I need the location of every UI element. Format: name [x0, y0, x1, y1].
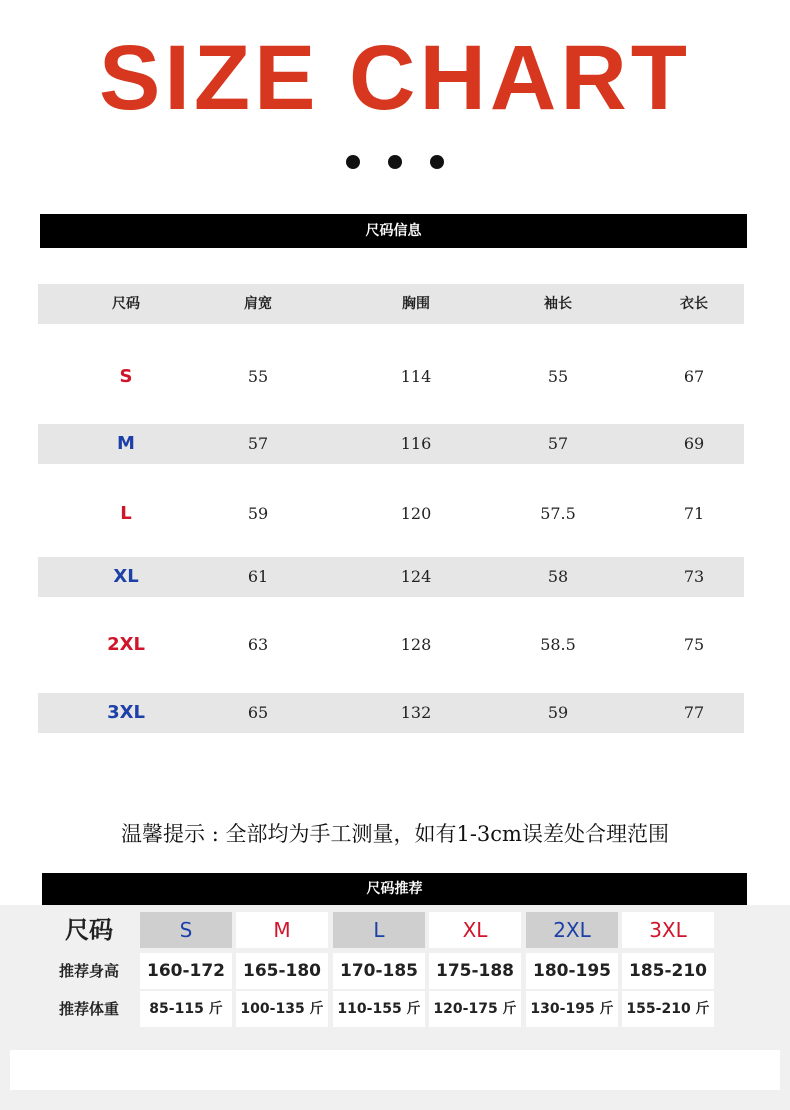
table-cell: 114	[400, 367, 432, 386]
page-title: SIZE CHART	[99, 27, 691, 129]
table-cell: 71	[683, 504, 705, 523]
size-label: M	[117, 433, 135, 454]
recommend-weight: 85-115 斤	[140, 991, 232, 1027]
height-row-label: 推荐身高	[58, 962, 119, 980]
table-cell: 75	[683, 635, 705, 654]
size-label: L	[120, 503, 132, 524]
table-row	[38, 424, 744, 464]
recommend-height: 160-172	[140, 953, 232, 989]
table-cell: 132	[400, 703, 432, 722]
table-cell: 73	[683, 567, 705, 586]
recommend-weight: 120-175 斤	[429, 991, 521, 1027]
table-row	[38, 494, 744, 534]
recommend-size: 2XL	[526, 912, 618, 948]
table-row	[38, 557, 744, 597]
table-cell: 58.5	[540, 635, 576, 654]
size-info-bar: 尺码信息	[40, 214, 747, 248]
size-label: XL	[113, 566, 139, 587]
recommend-weight: 110-155 斤	[333, 991, 425, 1027]
decorative-dots	[0, 154, 790, 173]
table-cell: 120	[400, 504, 432, 523]
dot-icon	[430, 155, 444, 169]
recommend-weight: 130-195 斤	[526, 991, 618, 1027]
table-cell: 67	[683, 367, 705, 386]
table-cell: 58	[547, 567, 569, 586]
table-row	[38, 625, 744, 665]
table-header-row	[38, 284, 744, 324]
recommend-size: L	[333, 912, 425, 948]
table-cell: 69	[683, 434, 705, 453]
table-header-cell: 尺码	[112, 296, 140, 312]
table-cell: 128	[400, 635, 432, 654]
size-recommend-bar: 尺码推荐	[42, 873, 747, 905]
recommend-size: S	[140, 912, 232, 948]
table-cell: 116	[400, 434, 432, 453]
table-cell: 124	[400, 567, 432, 586]
recommend-size: M	[236, 912, 328, 948]
size-label: S	[119, 366, 133, 387]
measurement-note: 温馨提示 : 全部均为手工测量，如有1-3cm误差处合理范围	[121, 822, 669, 846]
recommend-weight: 155-210 斤	[622, 991, 714, 1027]
recommend-size: XL	[429, 912, 521, 948]
size-row-label: 尺码	[65, 916, 113, 944]
size-label: 2XL	[107, 634, 145, 655]
table-cell: 57	[247, 434, 269, 453]
table-cell: 59	[247, 504, 269, 523]
table-header-cell: 胸围	[402, 296, 430, 312]
table-cell: 55	[547, 367, 569, 386]
dot-icon	[346, 155, 360, 169]
table-cell: 55	[247, 367, 269, 386]
table-cell: 77	[683, 703, 705, 722]
table-cell: 61	[247, 567, 269, 586]
table-cell: 57	[547, 434, 569, 453]
table-header-cell: 衣长	[680, 296, 708, 312]
recommend-height: 180-195	[526, 953, 618, 989]
table-cell: 65	[247, 703, 269, 722]
table-row	[38, 693, 744, 733]
table-header-cell: 肩宽	[244, 296, 272, 312]
dot-icon	[388, 155, 402, 169]
table-cell: 59	[547, 703, 569, 722]
table-cell: 63	[247, 635, 269, 654]
table-header-cell: 袖长	[544, 296, 572, 312]
recommend-size: 3XL	[622, 912, 714, 948]
table-cell: 57.5	[540, 504, 576, 523]
recommend-height: 175-188	[429, 953, 521, 989]
recommend-weight: 100-135 斤	[236, 991, 328, 1027]
recommend-footer-strip	[10, 1050, 780, 1090]
recommend-height: 165-180	[236, 953, 328, 989]
table-row	[38, 357, 744, 397]
recommend-height: 185-210	[622, 953, 714, 989]
size-label: 3XL	[107, 702, 145, 723]
recommend-height: 170-185	[333, 953, 425, 989]
weight-row-label: 推荐体重	[58, 1000, 119, 1018]
